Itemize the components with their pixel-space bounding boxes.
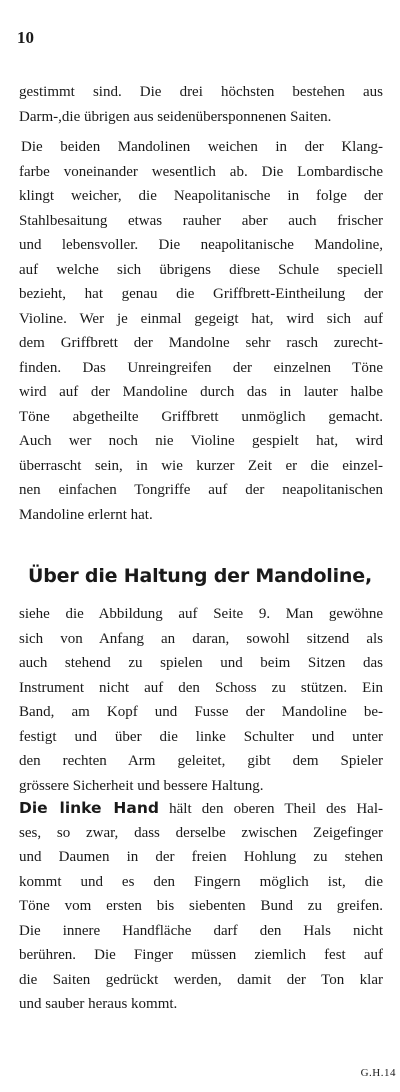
text-line: Auch wer noch nie Violine gespielt hat, wird xyxy=(19,433,383,449)
section-heading: Über die Haltung der Mandoline, xyxy=(28,565,372,587)
text-line: Violine. Wer je einmal gegeigt hat, wird sich auf xyxy=(19,310,383,327)
page-number: 10 xyxy=(17,28,34,47)
paragraph-mandoline-types xyxy=(19,135,383,527)
paragraph-linke-hand xyxy=(19,796,383,1017)
bold-lead-phrase: Die linke Hand xyxy=(19,799,159,817)
text-line: dem Griffbrett der Mandolne sehr rasch zurecht- xyxy=(19,335,383,351)
paragraph-strings-intro xyxy=(19,80,383,129)
text-line: farbe voneinander wesentlich ab. Die Lombardische xyxy=(19,163,383,180)
footer-code: G.H.14 xyxy=(360,1067,396,1079)
text-line: den rechten Arm geleitet, gibt dem Spieler xyxy=(19,753,383,769)
paragraph-haltung xyxy=(19,602,383,798)
text-line: auch stehend zu spielen und beim Sitzen das xyxy=(19,655,383,671)
text-line: die Saiten gedrückt werden, damit der Ton klar xyxy=(19,971,383,988)
text-line: siehe die Abbildung auf Seite 9. Man gewöhne xyxy=(19,606,383,622)
text-line: festigt und über die linke Schulter und unter xyxy=(19,728,383,745)
text-line: Töne abgetheilte Griffbrett unmöglich gemacht. xyxy=(19,408,383,425)
text-line: überrascht sein, in wie kurzer Zeit er die einzel- xyxy=(19,457,383,474)
text-line: ses, so zwar, dass derselbe zwischen Zeigefinger xyxy=(19,824,383,841)
text-line: kommt und es den Fingern möglich ist, die xyxy=(19,873,383,890)
text-line: und lebensvoller. Die neapolitanische Mandoline, xyxy=(19,237,383,253)
text-line: klingt weicher, die Neapolitanische in folge der xyxy=(19,188,383,204)
text-line: Die beiden Mandolinen weichen in der Klang- xyxy=(21,139,383,155)
text-line xyxy=(19,796,383,821)
text-fragment: hält den oberen Theil des Hal- xyxy=(158,801,383,817)
text-line: nen einfachen Tongriffe auf der neapolitanischen xyxy=(19,482,383,498)
text-line: finden. Das Unreingreifen der einzelnen Töne xyxy=(19,359,383,376)
text-line: berühren. Die Finger müssen ziemlich fest auf xyxy=(19,947,383,963)
text-line: Die innere Handfläche darf den Hals nicht xyxy=(19,922,383,939)
text-line: grössere Sicherheit und bessere Haltung. xyxy=(19,777,264,794)
text-line: bezieht, hat genau die Griffbrett-Eintheilung der xyxy=(19,286,383,302)
text-line: sich von Anfang an daran, sowohl sitzend als xyxy=(19,630,383,647)
text-line: auf welche sich übrigens diese Schule speciell xyxy=(19,261,383,278)
text-line: Mandoline erlernt hat. xyxy=(19,506,153,523)
text-line: Instrument nicht auf den Schoss zu stützen. Ein xyxy=(19,679,383,696)
text-line: und Daumen in der freien Hohlung zu stehen xyxy=(19,849,383,865)
text-line: und sauber heraus kommt. xyxy=(19,996,178,1012)
text-line: Stahlbesaitung etwas rauher aber auch frischer xyxy=(19,212,383,229)
text-line: Darm-,die übrigen aus seidenübersponnenen Saiten. xyxy=(19,108,332,125)
text-line: Band, am Kopf und Fusse der Mandoline be- xyxy=(19,704,383,720)
text-line: wird auf der Mandoline durch das in lauter halbe xyxy=(19,384,383,400)
text-line: gestimmt sind. Die drei höchsten bestehen aus xyxy=(19,84,383,100)
text-line: Töne vom ersten bis siebenten Bund zu greifen. xyxy=(19,898,383,914)
